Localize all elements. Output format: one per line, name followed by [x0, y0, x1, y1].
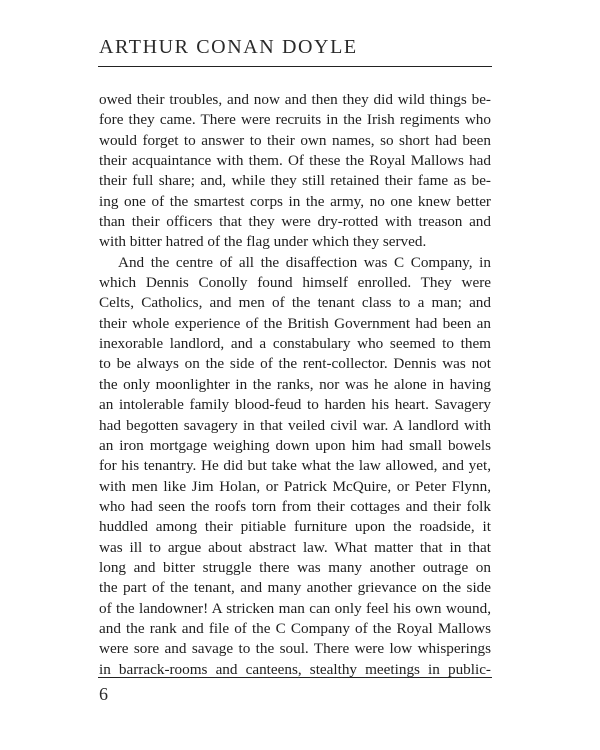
text-line: ing one of the smartest corps in the army, no one knew better: [99, 192, 491, 210]
header-rule: [98, 66, 492, 67]
text-line: long and bitter struggle there was many another outrage on: [99, 558, 491, 576]
text-line: to be always on the side of the rent-collector. Dennis was not: [99, 355, 491, 373]
body-text: [99, 90, 491, 680]
text-line: owed their troubles, and now and then they did wild things be-: [99, 91, 491, 108]
page-number: 6: [99, 684, 108, 704]
running-header: ARTHUR CONAN DOYLE: [99, 36, 358, 58]
text-line: for his tenantry. He did but take what the law allowed, and yet,: [99, 457, 491, 475]
text-line: huddled among their pitiable furniture upon the roadside, it: [99, 518, 491, 536]
text-line: an iron mortgage weighing down upon him had small bowels: [99, 436, 491, 454]
text-line: of the landowner! A stricken man can only feel his own wound,: [99, 599, 491, 617]
footer-rule: [98, 677, 492, 678]
text-line: inexorable landlord, and a constabulary who seemed to them: [99, 335, 491, 353]
text-line: and the rank and file of the C Company of the Royal Mallows: [99, 619, 491, 637]
text-line: their acquaintance with them. Of these the Royal Mallows had: [99, 152, 491, 170]
text-line: than their officers that they were dry-rotted with treason and: [99, 213, 491, 231]
text-line: in barrack-rooms and canteens, stealthy meetings in public-: [99, 660, 491, 678]
text-line: had begotten savagery in that veiled civil war. A landlord with: [99, 416, 491, 434]
text-line: Celts, Catholics, and men of the tenant class to a man; and: [99, 294, 491, 312]
text-line: the part of the tenant, and many another grievance on the side: [99, 579, 491, 597]
text-line: the only moonlighter in the ranks, nor was he alone in having: [99, 375, 491, 393]
text-line: with men like Jim Holan, or Patrick McQuire, or Peter Flynn,: [99, 477, 491, 495]
text-line: were sore and savage to the soul. There were low whisperings: [99, 640, 491, 658]
text-line: their full share; and, while they still retained their fame as be-: [99, 172, 491, 190]
text-line: who had seen the roofs torn from their cottages and their folk: [99, 497, 491, 515]
text-line: fore they came. There were recruits in the Irish regiments who: [99, 111, 491, 129]
text-line: their whole experience of the British Government had been an: [99, 314, 491, 332]
text-line: would forget to answer to their own names, so short had been: [99, 131, 491, 149]
text-line: an intolerable family blood-feud to harden his heart. Savagery: [99, 396, 491, 414]
text-line: with bitter hatred of the flag under which they served.: [99, 233, 427, 251]
text-line: And the centre of all the disaffection was C Company, in: [118, 253, 491, 271]
text-line: was ill to argue about abstract law. What matter that in that: [99, 538, 491, 556]
text-line: which Dennis Conolly found himself enrolled. They were: [99, 274, 491, 292]
